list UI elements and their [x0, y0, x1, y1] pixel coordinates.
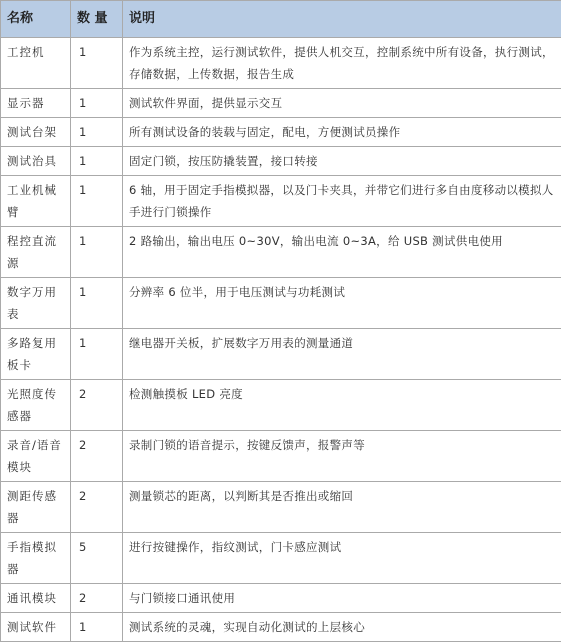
cell-name: 工业机械臂 — [1, 176, 71, 227]
table-row — [1, 380, 561, 431]
table-row — [1, 613, 561, 642]
cell-description: 继电器开关板，扩展数字万用表的测量通道 — [123, 329, 561, 380]
cell-description: 测量锁芯的距离，以判断其是否推出或缩回 — [123, 482, 561, 533]
column-header-quantity: 数 量 — [71, 1, 123, 38]
cell-quantity: 2 — [71, 482, 123, 533]
table-header-row — [1, 1, 561, 38]
table-row — [1, 176, 561, 227]
cell-name: 多路复用板卡 — [1, 329, 71, 380]
column-header-description: 说明 — [123, 1, 561, 38]
cell-quantity: 1 — [71, 613, 123, 642]
cell-name: 手指模拟器 — [1, 533, 71, 584]
cell-description: 测试软件界面，提供显示交互 — [123, 89, 561, 118]
cell-description: 2 路输出，输出电压 0~30V，输出电流 0~3A，给 USB 测试供电使用 — [123, 227, 561, 278]
cell-name: 测距传感器 — [1, 482, 71, 533]
table-body — [1, 38, 561, 642]
cell-quantity: 5 — [71, 533, 123, 584]
cell-name: 工控机 — [1, 38, 71, 89]
cell-name: 通讯模块 — [1, 584, 71, 613]
cell-description: 作为系统主控，运行测试软件，提供人机交互，控制系统中所有设备，执行测试，存储数据，上传数据，报告生成 — [123, 38, 561, 89]
table-row — [1, 431, 561, 482]
table-row — [1, 38, 561, 89]
cell-quantity: 1 — [71, 38, 123, 89]
cell-description: 分辨率 6 位半，用于电压测试与功耗测试 — [123, 278, 561, 329]
cell-quantity: 2 — [71, 584, 123, 613]
cell-quantity: 1 — [71, 227, 123, 278]
cell-quantity: 1 — [71, 329, 123, 380]
cell-name: 显示器 — [1, 89, 71, 118]
cell-quantity: 2 — [71, 380, 123, 431]
cell-description: 进行按键操作，指纹测试，门卡感应测试 — [123, 533, 561, 584]
cell-quantity: 1 — [71, 118, 123, 147]
table-row — [1, 329, 561, 380]
cell-description: 固定门锁，按压防撬装置，接口转接 — [123, 147, 561, 176]
table-row — [1, 147, 561, 176]
cell-description: 录制门锁的语音提示，按键反馈声，报警声等 — [123, 431, 561, 482]
cell-description: 与门锁接口通讯使用 — [123, 584, 561, 613]
cell-description: 6 轴，用于固定手指模拟器，以及门卡夹具，并带它们进行多自由度移动以模拟人手进行门锁操作 — [123, 176, 561, 227]
cell-name: 程控直流源 — [1, 227, 71, 278]
table-row — [1, 118, 561, 147]
cell-description: 所有测试设备的装载与固定，配电，方便测试员操作 — [123, 118, 561, 147]
cell-name: 测试治具 — [1, 147, 71, 176]
cell-quantity: 1 — [71, 278, 123, 329]
table-row — [1, 584, 561, 613]
table-row — [1, 227, 561, 278]
cell-quantity: 1 — [71, 147, 123, 176]
cell-description: 测试系统的灵魂，实现自动化测试的上层核心 — [123, 613, 561, 642]
table-row — [1, 533, 561, 584]
cell-name: 测试台架 — [1, 118, 71, 147]
cell-description: 检测触摸板 LED 亮度 — [123, 380, 561, 431]
table-row — [1, 278, 561, 329]
table-row — [1, 482, 561, 533]
column-header-name: 名称 — [1, 1, 71, 38]
table-row — [1, 89, 561, 118]
cell-quantity: 2 — [71, 431, 123, 482]
cell-name: 录音/语音模块 — [1, 431, 71, 482]
cell-name: 光照度传感器 — [1, 380, 71, 431]
cell-quantity: 1 — [71, 176, 123, 227]
cell-name: 数字万用表 — [1, 278, 71, 329]
cell-name: 测试软件 — [1, 613, 71, 642]
cell-quantity: 1 — [71, 89, 123, 118]
